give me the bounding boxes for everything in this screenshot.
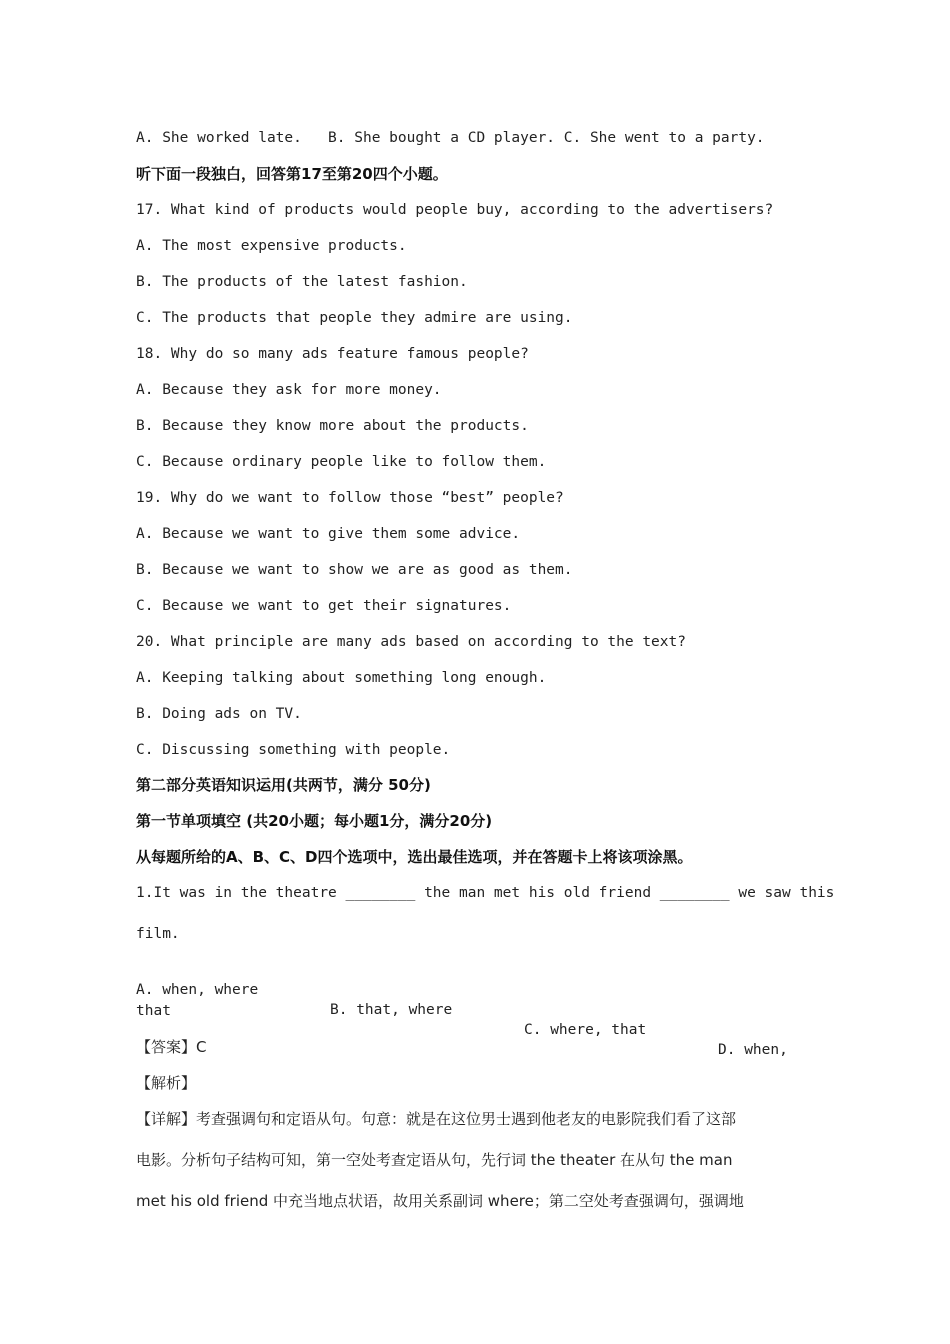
q17-option-b: B. The products of the latest fashion. <box>136 274 468 290</box>
section-one-instruction: 从每题所给的A、B、C、D四个选项中，选出最佳选项，并在答题卡上将该项涂黑。 <box>136 848 693 866</box>
q19-option-c: C. Because we want to get their signatures. <box>136 598 512 614</box>
q20-option-b: B. Doing ads on TV. <box>136 706 302 722</box>
question-1-line-2: film. <box>136 926 180 942</box>
question-17: 17. What kind of products would people buy, according to the advertisers? <box>136 202 774 218</box>
q16-options: A. She worked late. B. She bought a CD player. C. She went to a party. <box>136 130 765 146</box>
q1-option-b: B. that, where <box>330 1002 453 1018</box>
q17-option-a: A. The most expensive products. <box>136 238 407 254</box>
explanation-line-3: met his old friend 中充当地点状语，故用关系副词 where；第二空处考查强调句，强调地 <box>136 1192 744 1210</box>
q1-option-d: D. when, <box>718 1042 788 1058</box>
q18-option-b: B. Because they know more about the products. <box>136 418 529 434</box>
q1-option-d-wrap: that <box>136 1003 171 1019</box>
q1-option-a: A. when, where <box>136 982 259 998</box>
question-18: 18. Why do so many ads feature famous people? <box>136 346 529 362</box>
q20-option-a: A. Keeping talking about something long enough. <box>136 670 547 686</box>
answer-line: 【答案】C <box>136 1038 207 1056</box>
analysis-label: 【解析】 <box>136 1074 197 1092</box>
q1-option-c: C. where, that <box>524 1022 647 1038</box>
q19-option-a: A. Because we want to give them some advice. <box>136 526 521 542</box>
explanation-line-1: 【详解】考查强调句和定语从句。句意：就是在这位男士遇到他老友的电影院我们看了这部 <box>136 1110 737 1128</box>
part-two-heading: 第二部分英语知识运用(共两节，满分 50分) <box>136 776 431 794</box>
section-instruction-monologue: 听下面一段独白，回答第17至第20四个小题。 <box>136 165 448 183</box>
question-19: 19. Why do we want to follow those “best” people? <box>136 490 564 506</box>
q17-option-c: C. The products that people they admire are using. <box>136 310 573 326</box>
explanation-line-2: 电影。分析句子结构可知，第一空处考查定语从句，先行词 the theater 在从句 the man <box>136 1151 733 1169</box>
q18-option-c: C. Because ordinary people like to follow them. <box>136 454 547 470</box>
q19-option-b: B. Because we want to show we are as good as them. <box>136 562 573 578</box>
q18-option-a: A. Because they ask for more money. <box>136 382 442 398</box>
section-one-heading: 第一节单项填空 (共20小题；每小题1分，满分20分) <box>136 812 493 830</box>
question-20: 20. What principle are many ads based on according to the text? <box>136 634 686 650</box>
q20-option-c: C. Discussing something with people. <box>136 742 451 758</box>
question-1-line-1: 1.It was in the theatre ________ the man met his old friend ________ we saw this <box>136 885 835 901</box>
